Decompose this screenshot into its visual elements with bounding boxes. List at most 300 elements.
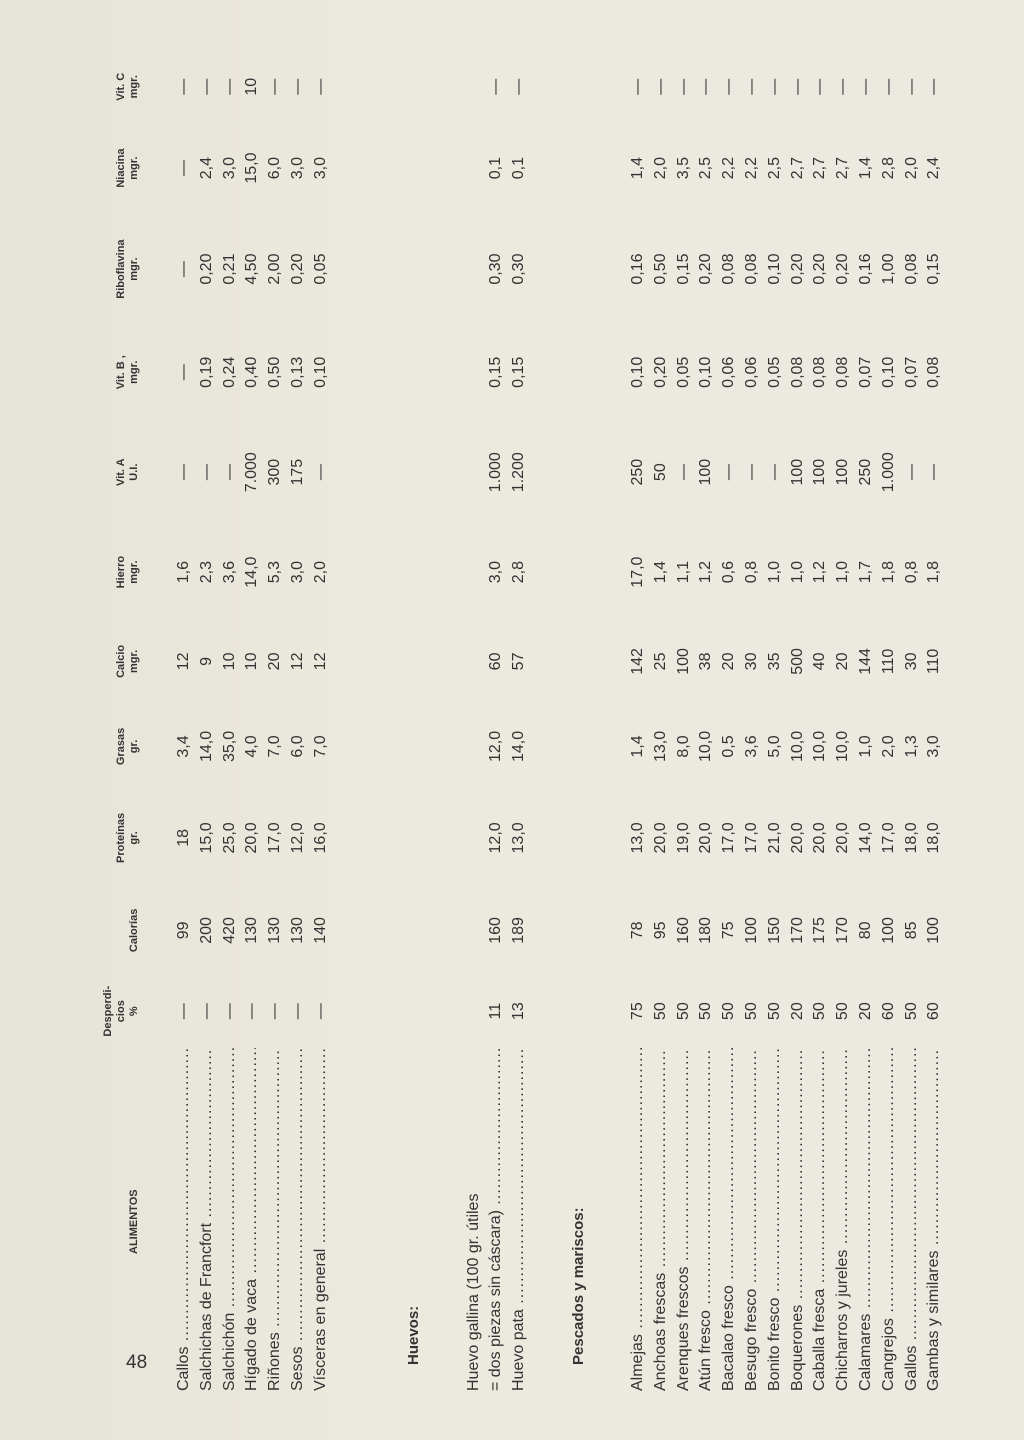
value-cell: 2,0 [311,560,329,584]
value-cell: 80 [856,921,874,940]
value-cell: 3,6 [742,735,760,758]
value-cell: — [697,78,715,95]
value-cell: 0,20 [811,253,829,285]
value-cell: 1,8 [925,560,943,584]
value-cell: 3,5 [674,156,692,180]
value-cell: 2,7 [788,156,806,180]
table-row [173,50,196,1395]
value-cell: 100 [674,648,692,675]
value-cell: 3,0 [487,560,505,584]
value-cell: 0,08 [811,356,829,388]
rotated-table-container [102,50,942,1395]
value-cell: 12 [288,652,306,671]
value-cell: 142 [628,648,646,675]
table-row [855,50,878,1395]
value-cell: — [175,160,192,177]
value-cell: 6,0 [266,156,284,180]
value-cell: 30 [742,652,760,671]
value-cell: 0,8 [742,560,760,584]
value-cell: 200 [197,917,215,944]
column-header: Grasas gr. [115,727,140,766]
value-cell: 18,0 [902,822,920,854]
column-header: Vit. A U.I. [115,458,140,486]
value-cell: 160 [487,917,505,944]
food-name-cell [287,1048,310,1395]
food-name: Arenques frescos ..... [675,1048,692,1391]
value-cell: 130 [288,917,306,944]
food-name-cell [241,1048,264,1395]
food-name-cell [718,1048,741,1395]
value-cell [463,974,486,1048]
table-row [287,50,310,1395]
value-cell: 2,2 [720,156,738,180]
value-cell: 2,4 [197,156,215,180]
value-cell: 0,05 [674,356,692,388]
value-cell: 18,0 [925,822,943,854]
table-row [787,50,810,1395]
value-cell [463,50,486,123]
value-cell: — [487,78,505,95]
value-cell: 100 [697,458,715,486]
column-header: Calorías [128,908,140,953]
value-cell: 100 [925,917,943,944]
food-name-cell [787,1048,810,1395]
value-cell: 8,0 [674,735,692,758]
column-header: Hierro mgr. [115,555,140,589]
value-cell: 2,4 [925,156,943,180]
value-cell: 250 [856,458,874,486]
value-cell: 2,0 [651,156,669,180]
food-name: = dos piezas sin cáscara) ..... [487,1048,504,1391]
value-cell: — [674,464,692,481]
value-cell: 10 [243,77,261,96]
spacer-row [155,50,173,1395]
food-name-cell [508,1048,531,1395]
value-cell: — [197,78,215,95]
value-cell: 11 [487,1002,505,1020]
value-cell: — [266,78,284,95]
value-cell: 95 [651,921,669,940]
value-cell: 5,3 [266,560,284,584]
value-cell: 100 [811,458,829,486]
table-row [627,50,650,1395]
value-cell: 99 [175,921,192,940]
value-cell: 180 [697,917,715,944]
value-cell: — [288,78,306,95]
value-cell: 14,0 [510,730,528,763]
value-cell: — [175,78,192,95]
value-cell: 130 [243,917,261,944]
value-cell [463,619,486,704]
value-cell [463,123,486,212]
section-title: Pescados y mariscos: [569,1207,587,1365]
value-cell: 57 [510,652,528,671]
value-cell: 420 [220,917,238,944]
food-name-cell [650,1048,673,1395]
value-cell: 60 [879,1002,897,1021]
value-cell: 0,30 [487,253,505,285]
value-cell: — [742,78,760,95]
value-cell: 0,10 [697,356,715,388]
food-name-cell [832,1048,855,1395]
food-name-cell [485,1048,508,1395]
value-cell: 0,50 [266,356,284,388]
value-cell [463,887,486,974]
value-cell: 38 [697,652,715,671]
value-cell: 1,4 [651,560,669,584]
table-row [508,50,531,1395]
value-cell: 0,15 [674,253,692,285]
value-cell: — [311,464,329,481]
value-cell: 1,8 [879,560,897,584]
value-cell: 150 [765,917,783,944]
column-header: Calcio mgr. [115,644,140,678]
value-cell: — [834,78,852,95]
value-cell: 2,5 [697,156,715,180]
value-cell: 1,4 [628,735,646,758]
value-cell: 20,0 [834,822,852,854]
food-name-cell [901,1048,924,1395]
value-cell: 1.000 [487,452,505,493]
food-name: Vísceras en general ..... [312,1048,329,1391]
food-name: Salchichas de Francfort ..... [198,1048,215,1391]
value-cell: 20 [856,1002,874,1021]
value-cell: — [902,464,920,481]
value-cell: 0,08 [742,253,760,285]
value-cell: 2,8 [510,560,528,584]
value-cell: 250 [628,458,646,486]
value-cell: — [765,464,783,481]
food-name: Calamares ..... [857,1048,874,1391]
value-cell: 0,08 [925,356,943,388]
food-name-cell [673,1048,696,1395]
value-cell: — [197,464,215,481]
value-cell: 13 [510,1002,528,1021]
food-name-cell [741,1048,764,1395]
value-cell: 12,0 [487,730,505,763]
table-row [718,50,741,1395]
value-cell: 3,0 [925,735,943,758]
value-cell: 20,0 [651,822,669,854]
value-cell: 0,06 [742,356,760,388]
table-row [901,50,924,1395]
value-cell: 17,0 [720,822,738,854]
value-cell: 14,0 [856,822,874,854]
value-cell: 0,08 [788,356,806,388]
food-name: Anchoas frescas ..... [652,1048,669,1391]
table-row [741,50,764,1395]
table-row [695,50,718,1395]
table-row [650,50,673,1395]
value-cell: 3,0 [220,156,238,180]
value-cell: 0,6 [720,560,738,584]
value-cell: — [175,1003,192,1020]
section-row [549,50,609,1395]
value-cell: 1,7 [856,560,874,584]
value-cell: 2,0 [902,156,920,180]
value-cell: 50 [674,1002,692,1021]
value-cell: — [651,78,669,95]
value-cell: — [175,364,192,381]
value-cell: 2,00 [266,253,284,285]
food-name-cell [809,1048,832,1395]
table-body [155,50,946,1395]
value-cell: 13,0 [510,822,528,854]
food-name-cell: Huevo gallina (100 gr. útiles [464,1193,482,1391]
section-row [385,50,445,1395]
value-cell: 0,19 [197,356,215,388]
value-cell: — [288,1003,306,1020]
value-cell: — [266,1003,284,1020]
value-cell: 20 [720,652,738,671]
food-name: Gambas y similares ..... [925,1048,942,1391]
value-cell: 20,0 [697,822,715,854]
value-cell: — [720,78,738,95]
table-row [264,50,287,1395]
value-cell: 0,1 [487,156,505,180]
value-cell: 25 [651,652,669,671]
value-cell: 20 [788,1002,806,1021]
value-cell: — [879,78,897,95]
value-cell: 75 [628,1002,646,1021]
value-cell: 2,5 [765,156,783,180]
value-cell: 17,0 [742,822,760,854]
value-cell: 50 [651,1002,669,1021]
value-cell: 20 [834,652,852,671]
value-cell: 2,7 [834,156,852,180]
food-name-cell [878,1048,901,1395]
value-cell: — [510,78,528,95]
value-cell: 18 [175,829,192,847]
value-cell [463,419,486,525]
value-cell [463,704,486,789]
food-name: Hígado de vaca ..... [243,1048,260,1391]
value-cell: 10 [220,652,238,671]
table-row [310,50,333,1395]
value-cell: — [628,78,646,95]
value-cell [463,213,486,326]
value-cell: 0,5 [720,735,738,758]
value-cell: 0,40 [243,356,261,388]
value-cell: 0,08 [834,356,852,388]
food-name-cell [855,1048,878,1395]
value-cell: — [902,78,920,95]
value-cell: 1,4 [628,156,646,180]
spacer-row [445,50,463,1395]
value-cell: — [925,464,943,481]
value-cell: 160 [674,917,692,944]
value-cell: — [311,78,329,95]
value-cell: 0,15 [925,253,943,285]
value-cell: 0,10 [765,253,783,285]
value-cell: 20,0 [788,822,806,854]
value-cell: 0,20 [288,253,306,285]
value-cell: 189 [510,917,528,944]
value-cell: 0,08 [720,253,738,285]
food-name: Caballa fresca ..... [811,1048,828,1391]
table-row [485,50,508,1395]
column-header: ALIMENTOS [128,1189,140,1254]
food-name: Atún fresco ..... [697,1048,714,1391]
value-cell: 21,0 [765,822,783,854]
value-cell: 0,16 [628,253,646,285]
food-name-cell [764,1048,787,1395]
value-cell: 78 [628,921,646,940]
value-cell: 2,2 [742,156,760,180]
value-cell: 10,0 [811,730,829,763]
column-header: Desperdi- cios % [102,985,140,1037]
value-cell: 2,7 [811,156,829,180]
value-cell: 2,8 [879,156,897,180]
value-cell: — [925,78,943,95]
value-cell: 0,08 [902,253,920,285]
value-cell: 15,0 [197,822,215,854]
value-cell: 1,0 [834,560,852,584]
value-cell: 60 [487,652,505,671]
value-cell: 175 [811,917,829,944]
page-number: 48 [126,1352,148,1373]
food-name-cell [196,1048,219,1395]
table-row [219,50,242,1395]
food-name: Chicharros y jureles ..... [834,1048,851,1391]
value-cell: — [311,1003,329,1020]
table-row [809,50,832,1395]
value-cell: 1,2 [811,560,829,584]
value-cell: 0,50 [651,253,669,285]
value-cell: 17,0 [879,822,897,854]
table-row [832,50,855,1395]
value-cell: 14,0 [197,730,215,763]
value-cell: 0,20 [834,253,852,285]
value-cell: — [197,1003,215,1020]
value-cell: 1,0 [856,735,874,758]
value-cell: 0,24 [220,356,238,388]
value-cell: 1,0 [765,560,783,584]
value-cell: 19,0 [674,822,692,854]
value-cell: 0,20 [697,253,715,285]
value-cell: 0,8 [902,560,920,584]
table-row [923,50,946,1395]
value-cell: 20,0 [811,822,829,854]
value-cell: 13,0 [628,822,646,854]
food-name: Cangrejos ..... [880,1048,897,1391]
value-cell: 170 [834,917,852,944]
value-cell: 10,0 [697,730,715,763]
food-name: Besugo fresco ..... [743,1048,760,1391]
value-cell: 144 [856,648,874,675]
table-row [196,50,219,1395]
food-name: Gallos ..... [903,1048,920,1391]
value-cell: 100 [879,917,897,944]
value-cell: 2,3 [197,560,215,584]
food-name: Riñones ..... [266,1048,283,1391]
column-header: Proteínas gr. [115,812,140,863]
value-cell: 0,21 [220,253,238,285]
value-cell: 15,0 [243,152,261,184]
value-cell: 140 [311,917,329,944]
food-name: Bonito fresco ..... [766,1048,783,1391]
header-row [102,50,155,1395]
table-row [764,50,787,1395]
value-cell: 5,0 [765,735,783,758]
value-cell: 17,0 [628,556,646,588]
food-name-cell [627,1048,650,1395]
food-name: Callos ..... [175,1048,192,1391]
value-cell: — [720,464,738,481]
value-cell: 300 [266,458,284,486]
spacer-row [333,50,385,1395]
food-name-cell [264,1048,287,1395]
value-cell: 50 [765,1002,783,1021]
value-cell: 0,10 [628,356,646,388]
table-row [241,50,264,1395]
value-cell: 40 [811,652,829,671]
value-cell: 1,3 [902,735,920,758]
value-cell: 0,20 [197,253,215,285]
value-cell: 3,0 [288,156,306,180]
value-cell: 14,0 [243,556,261,588]
value-cell: — [856,78,874,95]
value-cell: 0,20 [788,253,806,285]
value-cell: — [220,78,238,95]
value-cell: 100 [834,458,852,486]
value-cell: 100 [788,458,806,486]
value-cell: 0,06 [720,356,738,388]
column-header: Vit. B , mgr. [115,355,140,390]
value-cell: 0,15 [510,356,528,388]
value-cell: 0,16 [856,253,874,285]
value-cell: — [765,78,783,95]
value-cell: 75 [720,921,738,940]
value-cell: 13,0 [651,730,669,763]
value-cell: — [175,464,192,481]
value-cell: 0,1 [510,156,528,180]
value-cell: 50 [720,1002,738,1021]
value-cell [463,325,486,419]
value-cell: 17,0 [266,822,284,854]
value-cell: 16,0 [311,822,329,854]
section-title: Huevos: [405,1305,423,1365]
value-cell: 50 [742,1002,760,1021]
value-cell: — [788,78,806,95]
value-cell: 7,0 [311,735,329,758]
value-cell: 60 [925,1002,943,1021]
value-cell: 20,0 [243,822,261,854]
table-row [878,50,901,1395]
value-cell: 50 [834,1002,852,1021]
value-cell: 1,0 [788,560,806,584]
food-name: Almejas ..... [629,1048,646,1391]
value-cell: 50 [811,1002,829,1021]
value-cell: 175 [288,458,306,486]
value-cell [463,789,486,887]
value-cell: 85 [902,921,920,940]
value-cell: — [243,1003,261,1020]
value-cell: 0,20 [651,356,669,388]
value-cell: 0,05 [765,356,783,388]
value-cell: 1,4 [856,156,874,180]
value-cell: 0,30 [510,253,528,285]
value-cell: 7,0 [266,735,284,758]
food-name-cell [310,1048,333,1395]
food-name-cell [173,1048,196,1395]
column-header: Niacina mgr. [115,148,140,188]
value-cell: 7.000 [243,452,261,493]
food-name-cell [695,1048,718,1395]
table-row [673,50,696,1395]
value-cell: 1,2 [697,560,715,584]
value-cell: 3,6 [220,560,238,584]
